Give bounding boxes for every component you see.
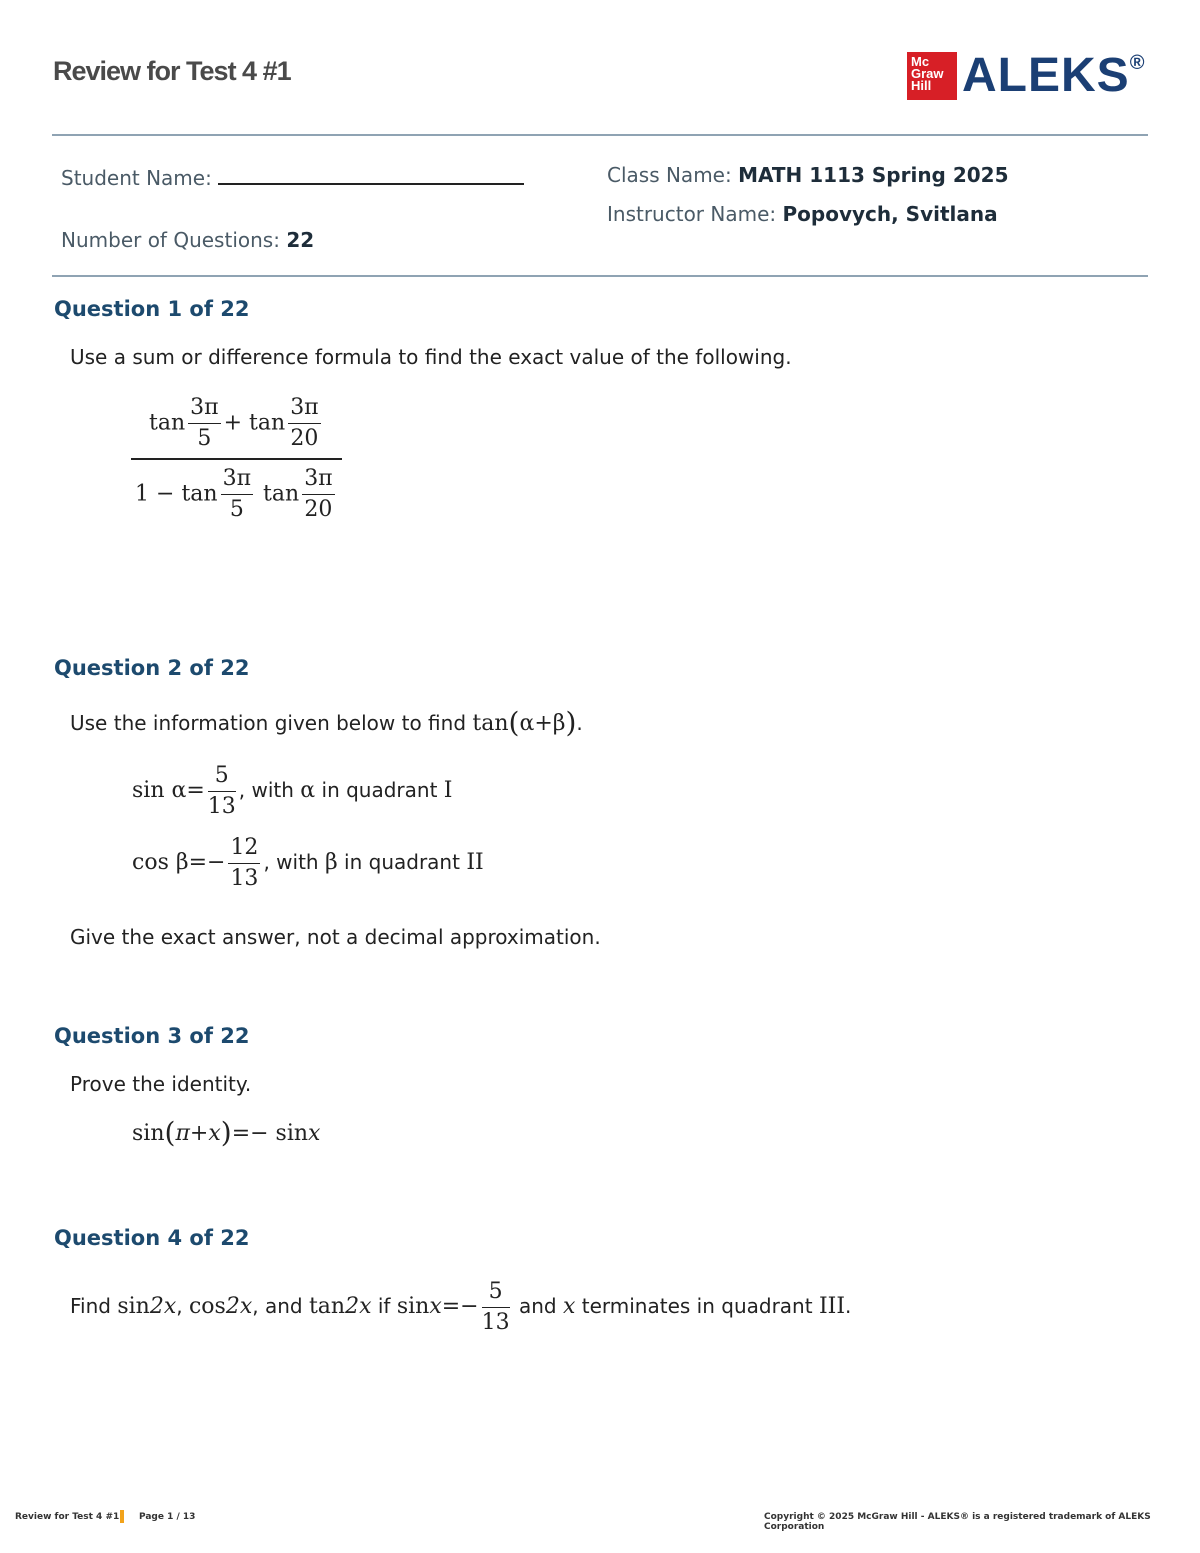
- equals-minus: =−: [441, 1294, 479, 1319]
- tan-fn: tan: [308, 1294, 346, 1319]
- info-divider: [52, 275, 1148, 277]
- paren-close: ): [220, 1116, 232, 1149]
- paren-close: ): [565, 706, 577, 739]
- document-title: Review for Test 4 #1: [53, 56, 291, 86]
- question-1-expression: [131, 395, 342, 523]
- question-3-identity: [132, 1116, 320, 1149]
- x-var: x: [562, 1294, 576, 1319]
- and-text: and: [518, 1294, 557, 1318]
- num-questions-label: Number of Questions:: [61, 228, 280, 252]
- registered-mark: ®: [1129, 52, 1146, 74]
- instructor-value: Popovych, Svitlana: [782, 202, 998, 226]
- if-text: if: [377, 1294, 391, 1318]
- x-var: x: [429, 1294, 442, 1319]
- frac-den: 13: [207, 794, 236, 819]
- cos-beta: cos β=−: [132, 850, 226, 875]
- tan-fn: tan: [181, 481, 218, 507]
- tan-fn: tan: [149, 410, 186, 436]
- two-x: 2x: [345, 1294, 372, 1319]
- frac-den: 20: [304, 497, 333, 522]
- quadrant-text: in quadrant: [344, 850, 460, 874]
- question-4-prompt: Find sin2x, cos2x, and tan2x if sinx=− $\frac{5}{13}$ and x terminates in quadrant III.: [70, 1279, 852, 1335]
- question-2-prompt: [70, 706, 583, 739]
- with-text: , with: [263, 850, 319, 874]
- find-text: Find: [70, 1294, 111, 1318]
- tan-fn: tan: [472, 711, 509, 736]
- with-text: , with: [238, 778, 294, 802]
- frac-num: 3π: [188, 395, 220, 424]
- frac-den: 13: [481, 1310, 510, 1335]
- tan-fn: tan: [249, 410, 286, 436]
- frac-den: 13: [230, 866, 259, 891]
- quadrant-numeral: III: [818, 1294, 846, 1319]
- sin-fn: sin: [132, 1121, 165, 1146]
- identity-rhs: =− sin: [231, 1121, 309, 1146]
- and-text: , and: [252, 1294, 303, 1318]
- x-var: x: [308, 1121, 321, 1146]
- frac-num: 3π: [288, 395, 320, 424]
- quadrant-numeral: II: [466, 850, 484, 875]
- prompt-period: .: [845, 1294, 852, 1318]
- paren-open: (: [508, 706, 520, 739]
- num-questions-value: 22: [286, 228, 315, 252]
- frac-num: 3π: [302, 466, 334, 495]
- question-2-note: Give the exact answer, not a decimal approximation.: [70, 925, 601, 949]
- frac-num: 5: [482, 1279, 510, 1308]
- header-divider: [52, 134, 1148, 136]
- prompt-text: Use the information given below to find: [70, 711, 467, 735]
- sin-alpha: sin α=: [132, 778, 205, 803]
- expression-numerator: [131, 395, 342, 460]
- sin-fn: sin: [117, 1294, 150, 1319]
- tan-fn: tan: [263, 481, 300, 507]
- frac-den: 20: [290, 426, 319, 451]
- copyright: Copyright © 2025 McGraw Hill - ALEKS® is a registered trademark of ALEKS Corporation: [764, 1512, 1151, 1532]
- frac-num: 5: [208, 763, 236, 792]
- student-name-row: [61, 163, 524, 190]
- page-number: Page 1 / 13: [139, 1512, 196, 1522]
- question-3-prompt: Prove the identity.: [70, 1072, 252, 1096]
- instructor-row: [607, 202, 998, 226]
- num-questions-row: [61, 228, 314, 252]
- footer-separator: [120, 1510, 124, 1523]
- prompt-period: .: [576, 711, 583, 735]
- class-name-value: MATH 1113 Spring 2025: [738, 163, 1009, 187]
- question-2-line-1: [132, 763, 453, 820]
- question-2-heading: Question 2 of 22: [54, 656, 250, 680]
- logo-line-3: Hill: [911, 78, 932, 93]
- cos-fn: cos: [188, 1294, 226, 1319]
- sin-fn: sin: [396, 1294, 430, 1319]
- aleks-logo-text: ALEKS: [962, 49, 1130, 102]
- question-2-line-2: [132, 835, 484, 892]
- class-name-row: [607, 163, 1009, 187]
- frac-den: 5: [229, 497, 244, 522]
- question-4-heading: Question 4 of 22: [54, 1226, 250, 1250]
- logo-line-2: Graw: [911, 66, 944, 81]
- quadrant-numeral: I: [443, 778, 453, 803]
- question-3-heading: Question 3 of 22: [54, 1024, 250, 1048]
- student-name-blank: [218, 163, 524, 185]
- one-minus: 1 −: [135, 481, 175, 507]
- logo-line-1: Mc: [911, 54, 930, 69]
- aleks-logo: [962, 48, 1145, 103]
- class-name-label: Class Name:: [607, 163, 732, 187]
- beta-var: β: [324, 850, 338, 875]
- student-name-label: Student Name:: [61, 166, 212, 190]
- alpha-plus-beta: α+β: [519, 711, 566, 736]
- footer-title: Review for Test 4 #1: [15, 1512, 120, 1522]
- two-x: 2x: [149, 1294, 177, 1319]
- question-1-prompt: Use a sum or difference formula to find the exact value of the following.: [70, 345, 792, 369]
- terminates-text: terminates in quadrant: [581, 1294, 813, 1318]
- frac-num: 3π: [221, 466, 253, 495]
- frac-den: 5: [197, 426, 212, 451]
- alpha-var: α: [300, 778, 316, 803]
- plus-sign: +: [223, 410, 243, 436]
- two-x: 2x: [225, 1294, 253, 1319]
- paren-open: (: [164, 1116, 176, 1149]
- instructor-label: Instructor Name:: [607, 202, 777, 226]
- pi-plus-x: π+x: [175, 1121, 221, 1146]
- quadrant-text: in quadrant: [321, 778, 438, 802]
- frac-num: 12: [228, 835, 260, 864]
- mcgraw-hill-logo: [907, 52, 957, 100]
- expression-denominator: [131, 460, 342, 523]
- question-1-heading: Question 1 of 22: [54, 297, 250, 321]
